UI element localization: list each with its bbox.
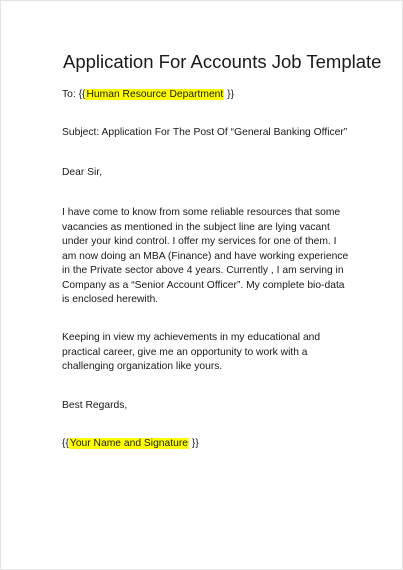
paragraph-line: under your kind control. I offer my services for one of them. I [62, 236, 337, 247]
closing: Best Regards, [62, 400, 128, 411]
recipient-placeholder: Human Resource Department [86, 89, 224, 100]
to-line [62, 88, 234, 102]
signature-placeholder: Your Name and Signature [69, 438, 189, 449]
paragraph-line: I have come to know from some reliable resources that some [62, 207, 341, 218]
paragraph-line: am now doing an MBA (Finance) and have working experience [62, 250, 349, 262]
paragraph-line: in the Private sector above 4 years. Currently , I am serving in [62, 265, 344, 276]
body-paragraph-2 [62, 331, 352, 375]
subject-line: Subject: Application For The Post Of “General Banking Officer” [62, 127, 348, 138]
paragraph-line: is enclosed herewith. [62, 294, 159, 305]
document-title: Application For Accounts Job Template [63, 51, 382, 72]
paragraph-line: vacancies as mentioned in the subject line are lying vacant [62, 221, 330, 233]
paragraph-line: Keeping in view my achievements in my educational and [62, 332, 321, 343]
body-paragraph-1 [62, 206, 352, 308]
signature-prefix: {{ [62, 438, 69, 449]
signature-suffix: }} [189, 438, 199, 449]
paragraph-line: challenging organization like yours. [62, 361, 223, 372]
to-prefix: To: {{ [62, 89, 86, 100]
salutation: Dear Sir, [62, 167, 103, 178]
paragraph-line: Company as a “Senior Account Officer”. My complete bio-data [62, 279, 345, 291]
to-suffix: }} [224, 89, 235, 100]
paragraph-line: practical career, give me an opportunity to work with a [62, 346, 308, 358]
signature-line [62, 437, 199, 451]
